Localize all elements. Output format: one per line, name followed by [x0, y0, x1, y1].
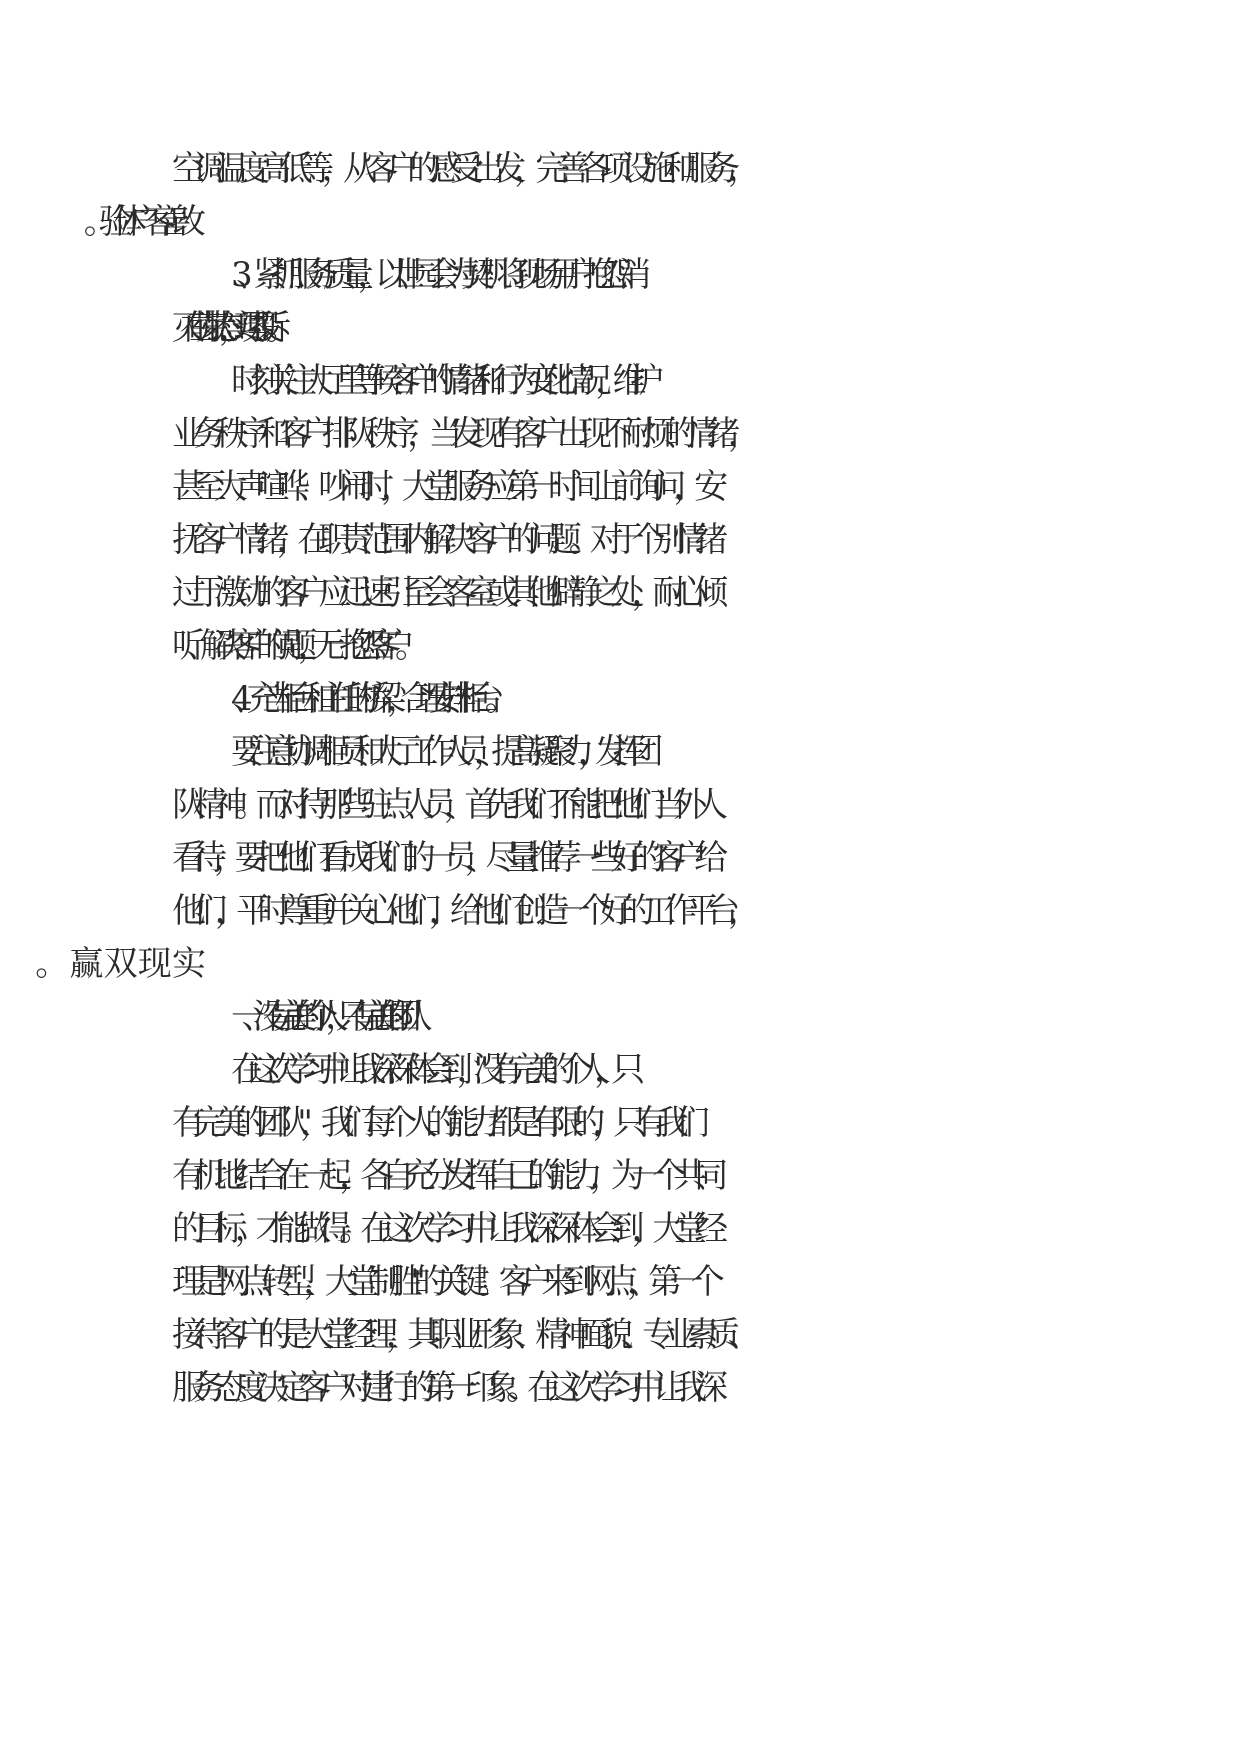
- text-line: 他们，平时尊重并关心他们，给他们创造一个好的工作平台，: [172, 891, 749, 931]
- text-line: 要注意协调柜员和大厅工作人员，提高凝聚力，发挥团: [231, 732, 647, 772]
- text-line: 甚至大声喧哗、吵闹时，大堂服务应第一时间上前询问，安: [172, 467, 715, 507]
- text-line: 有完美的团队"，我们每个人的能力都是有限的，只有我们: [172, 1103, 697, 1143]
- text-line: 4、充当柜台和主任的桥梁，合理安排柜台。: [231, 679, 499, 719]
- text-line: 在这次学习中让我深深体会到，"没有完美的个人，只: [231, 1050, 629, 1090]
- text-line: 听、解决客户的问题，无一抱怨客户。: [172, 626, 409, 666]
- text-line: 接待客户的是大堂经理，其职业形象、精神面貌、专业素质、: [172, 1315, 749, 1355]
- text-line: [172, 200, 1241, 244]
- text-line: 业务秩序和客户排队秩序，当发现有客户出现不耐烦的情绪，: [172, 414, 749, 454]
- text-line: 抚客户情绪，在职责范围内解决客户的问题。对于个别情绪: [172, 520, 715, 560]
- text-line: [172, 942, 1241, 986]
- text-line: 服务态度决定客户对建行的第一印象。在这次学习中让我深: [172, 1368, 715, 1408]
- text-line: 过于激动的客户应迅速引至会客室或其他僻静之处，耐心倾: [172, 573, 715, 613]
- text-line: 看待，要把他们看成我们的一员，尽量推荐一些好的客户给: [172, 838, 715, 878]
- text-line: 理是"网点转型，大堂制胜"的关键。客户来到网点，第一个: [172, 1262, 713, 1302]
- text-line: 的目标，才能做得。在这次学习中让我深深体会到，大堂经: [172, 1209, 715, 1249]
- text-line: 灭在萌芽状态，实现零投诉。: [172, 308, 273, 348]
- text-line: 时刻关注大厅里等候客户的情绪和行为变化情况，维护: [231, 361, 647, 401]
- text-line: 队精神。而对待那些驻点人员，首先我们不能把他们当外人: [172, 785, 715, 825]
- text-line: 3、紧抓服务质量，以世园会为契机将现场用户抱怨消: [231, 255, 635, 295]
- text-line: 空调温度高低等，从客户的感受出发，完善各项设施和服务，: [172, 149, 749, 189]
- text-line: 有机地结合在一起，各自充分发挥自己的能力，为一个共同: [172, 1156, 715, 1196]
- section-heading: 一、没有完美的个人，只有完美的团队: [231, 997, 409, 1037]
